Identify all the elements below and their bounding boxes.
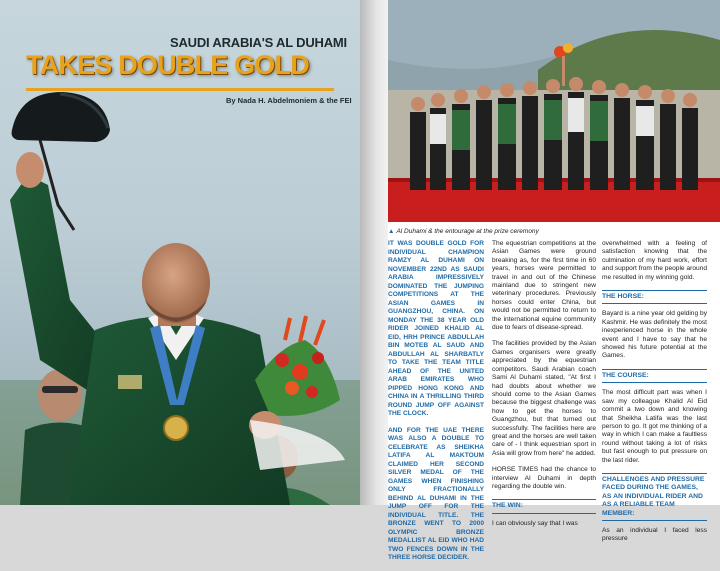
body-paragraph: HORSE TIMES had the chance to interview Al Duhami in depth regarding the double win. [492,466,596,490]
article-title: TAKES DOUBLE GOLD [26,50,309,80]
article-page [388,0,720,561]
article-kicker: SAUDI ARABIA'S AL DUHAMI [170,35,347,50]
lead-paragraph-1: IT WAS DOUBLE GOLD FOR INDIVIDUAL CHAMPION RAMZY AL DUHAMI ON NOVEMBER 22ND AS SAUDI ARABIA IMPRESSIVELY DOMINATED THE JUMPING COMPETITIONS AT THE ASIAN GAMES IN GUANGZHOU, CHINA. ON MONDAY THE 38 YEAR OLD RIDER JOINED KHALID AL EID, HRH PRINCE ABDULLAH BIN MOTEB AL SAUD AND ABDULLAH AL SHARBATLY TO TAKE THE TEAM TITLE AHEAD OF THE UNITED ARAB EMIRATES WHO PIPPED HONG KONG AND CHINA IN A THRILLING THIRD ROUND JUMP OFF AGAINST THE CLOCK. [388,240,484,417]
title-underline [26,88,334,91]
body-paragraph: The equestrian competitions at the Asian Games were ground breaking as, for the first time in 60 years, horses were permitted to travel in and out of the Chinese mainland due to stringent new veterinary procedures. Previously horses could enter China, but would not be permitted to return to the international equine community due to fears of disease-spread. [492,240,596,332]
photo-caption [388,228,539,235]
cover-photo-page [0,0,360,505]
article-column-2 [492,240,596,536]
body-paragraph: As an individual I faced less pressure [602,526,707,543]
section-heading-the-horse: THE HORSE: [602,290,707,304]
section-heading-the-win: THE WIN: [492,499,596,513]
caption-triangle-icon: ▲ [388,228,395,235]
section-heading-challenges: CHALLENGES AND PRESSURE FACED DURING THE GAMES, AS AN INDIVIDUAL RIDER AND AS A RELIABLE TEAM MEMBER: [602,473,707,521]
body-paragraph: Bayard is a nine year old gelding by Kashmir. He was definitely the most inexperienced horse in the whole event and I have to say that he showed his future potential at the Games. [602,310,707,360]
lead-paragraph-2: AND FOR THE UAE THERE WAS ALSO A DOUBLE TO CELEBRATE AS SHEIKHA LATIFA AL MAKTOUM CLAIMED HER SECOND SILVER MEDAL OF THE GAMES WHEN FINISHING ONLY FRACTIONALLY BEHIND AL DUHAMI IN THE JUMP OFF FOR THE INDIVIDUAL TITLE. THE BRONZE WENT TO 2000 OLYMPIC BRONZE MEDALLIST AL EID WHO HAD TWO FENCES DOWN IN THE THREE HORSE DECIDER. [388,426,484,561]
prize-ceremony-photo [388,0,720,222]
article-byline: By Nada H. Abdelmoniem & the FEI [226,96,352,105]
page-gutter [360,0,388,505]
section-heading-the-course: THE COURSE: [602,369,707,383]
body-paragraph: overwhelmed with a feeling of satisfaction knowing that the culmination of my hard work, effort and support from the people around me resulted in my winning gold. [602,240,707,281]
article-column-1 [388,240,484,571]
caption-text: Al Duhami & the entourage at the prize ceremony [396,228,539,235]
body-paragraph: The facilities provided by the Asian Games organisers were greatly appreciated by the equestrian competitors. Saudi Arabian coach Sami Al Duhami stated, "At first I had doubts about whether we should come to the Asian Games because the biggest challenge was how to get the horses to Guangzhou, but that turned out successfully. The facilities here are great and the horses are well taken care of - I think equestrian sport in Asia will grow from here" he added. [492,340,596,457]
article-column-3 [602,240,707,552]
body-paragraph: The most difficult part was when I saw my colleague Khalid Al Eid commit a two down and knowing that Sheikha Latifa was the last person to go. It got me thinking of a way in which I can make a faultless round without taking a lot of risks but fast enough to put pressure on the last rider. [602,389,707,464]
body-paragraph: I can obviously say that I was [492,519,578,527]
